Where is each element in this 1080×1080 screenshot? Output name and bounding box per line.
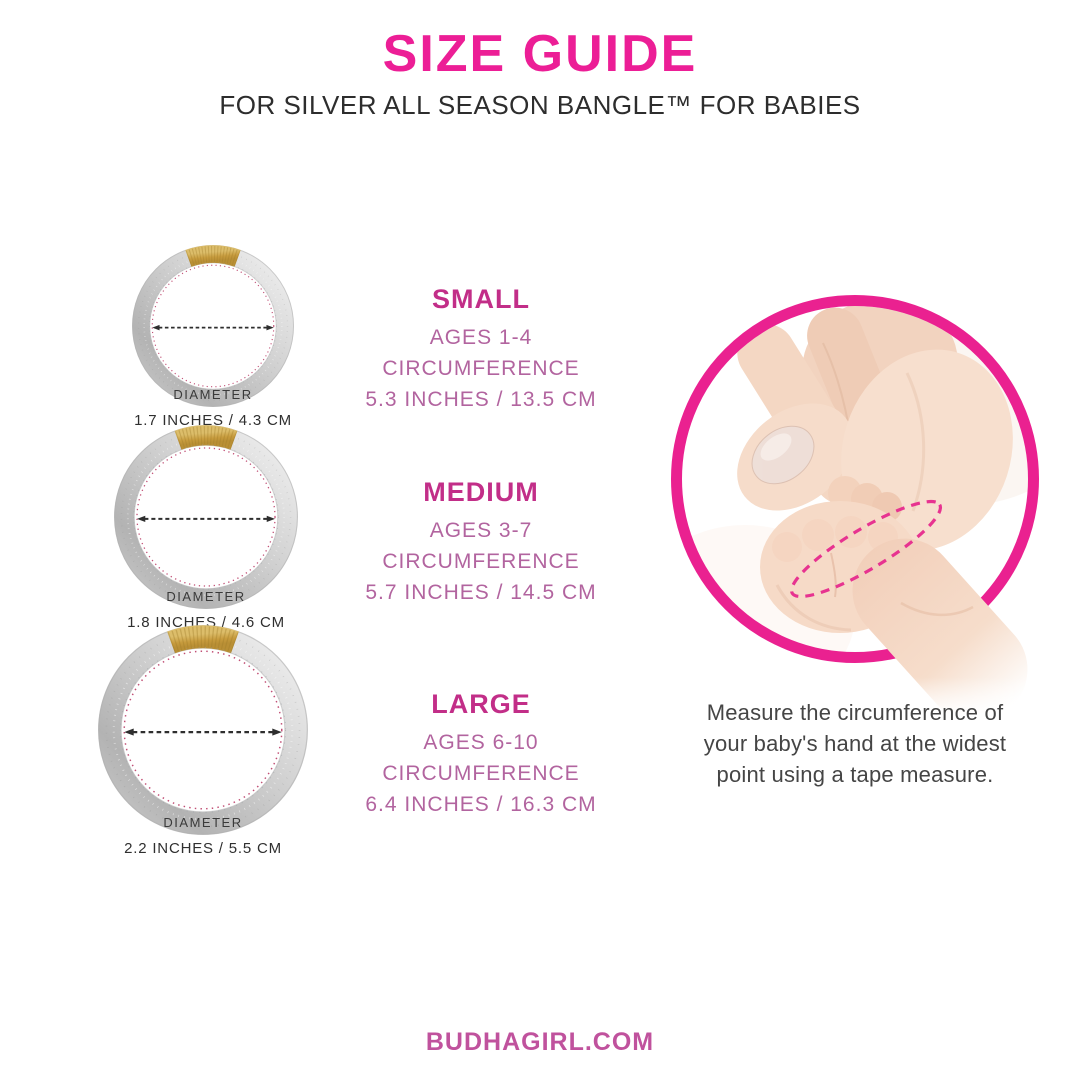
measure-note-line: point using a tape measure. bbox=[716, 762, 994, 787]
bangle-medium-graphic bbox=[114, 425, 298, 609]
baby-hand-photo-graphic bbox=[655, 285, 1055, 715]
inner-dotted-circle bbox=[152, 265, 274, 387]
size-block-medium bbox=[301, 477, 661, 608]
arrowhead-left bbox=[152, 325, 159, 331]
arrowhead-right bbox=[266, 325, 273, 331]
circumference-value: 5.7 INCHES / 14.5 CM bbox=[365, 581, 597, 604]
size-name: SMALL bbox=[432, 284, 530, 314]
diameter-label: DIAMETER bbox=[173, 387, 253, 402]
gold-clasp bbox=[178, 435, 234, 440]
size-ages: AGES 3-7 bbox=[429, 519, 533, 542]
inner-dotted-circle bbox=[137, 448, 275, 586]
diameter-value: 1.7 INCHES / 4.3 CM bbox=[134, 412, 292, 429]
size-ages: AGES 6-10 bbox=[423, 731, 539, 754]
bangle-large-graphic bbox=[98, 625, 308, 835]
arrowhead-left bbox=[137, 516, 145, 522]
size-block-large bbox=[301, 689, 661, 820]
size-ages: AGES 1-4 bbox=[429, 326, 533, 349]
arrowhead-right bbox=[272, 729, 281, 736]
circumference-label: CIRCUMFERENCE bbox=[382, 357, 580, 380]
bangle-small-graphic bbox=[132, 245, 294, 407]
circumference-label: CIRCUMFERENCE bbox=[382, 762, 580, 785]
size-name: MEDIUM bbox=[423, 477, 539, 507]
size-name: LARGE bbox=[431, 689, 531, 719]
bangle-illustration-small bbox=[132, 245, 294, 429]
inner-dotted-circle bbox=[124, 651, 282, 809]
arrowhead-left bbox=[124, 729, 133, 736]
circumference-label: CIRCUMFERENCE bbox=[382, 550, 580, 573]
gold-clasp bbox=[188, 254, 237, 258]
circumference-value: 5.3 INCHES / 13.5 CM bbox=[365, 388, 597, 411]
baby-hand-photo bbox=[655, 285, 1055, 715]
size-block-small bbox=[301, 284, 661, 415]
diameter-label: DIAMETER bbox=[166, 589, 246, 604]
measure-note bbox=[665, 697, 1045, 790]
bangle-illustration-large bbox=[98, 625, 308, 857]
diameter-value: 2.2 INCHES / 5.5 CM bbox=[124, 840, 282, 857]
measure-note-line: your baby's hand at the widest bbox=[703, 731, 1007, 756]
website-link[interactable]: BUDHAGIRL.COM bbox=[425, 1028, 655, 1056]
bangle-illustration-medium bbox=[114, 425, 298, 631]
diameter-label: DIAMETER bbox=[163, 815, 243, 830]
diameter-value: 1.8 INCHES / 4.6 CM bbox=[127, 614, 285, 631]
measure-note-line: Measure the circumference of bbox=[706, 700, 1004, 725]
arrowhead-right bbox=[267, 516, 275, 522]
gold-clasp bbox=[171, 637, 235, 643]
circumference-value: 6.4 INCHES / 16.3 CM bbox=[365, 793, 597, 816]
page-subtitle: FOR SILVER ALL SEASON BANGLE™ FOR BABIES bbox=[219, 90, 861, 120]
page-title: SIZE GUIDE bbox=[382, 25, 698, 83]
